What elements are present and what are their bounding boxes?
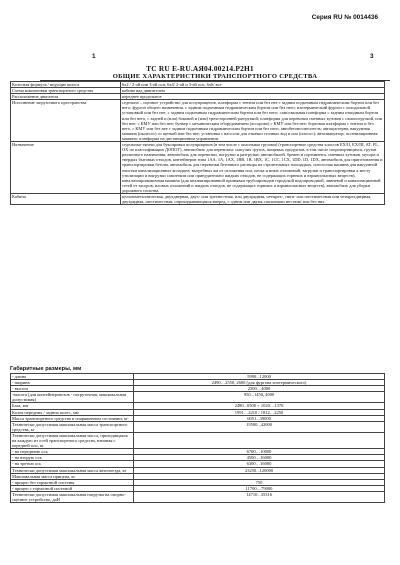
row-value: 6х2 / 2-ой или 3-ей оси, 6х4/ 2-ой и 3-ей оси, 6х6/ все — [121, 82, 385, 88]
row-value — [134, 432, 385, 448]
section-title: ОБЩИЕ ХАРАКТЕРИСТИКИ ТРАНСПОРТНОГО СРЕДСТВА — [40, 73, 390, 81]
row-value: цельнометаллическая, двухдверная, двух- или трехместная, или двухрядная, четырех-, пяти- или шестиместная или четырехдверная, двухрядная, шестиместная, опрокидывающаяся вперед, с одним или двумя спальными местами или без них — [121, 193, 385, 204]
row-value: 2480...6500 + 1020…1370 — [134, 403, 385, 409]
dimensions-heading: Габаритные размеры, мм — [10, 366, 82, 372]
row-value: кабина над двигателем — [121, 88, 385, 94]
row-value: 14710...35316 — [134, 491, 385, 502]
row-value: 11700…79000 — [134, 485, 385, 491]
dimension-row — [11, 421, 385, 432]
row-value: 2490…2550, 2600 (для фургона изотермического) — [134, 380, 385, 386]
document-id: ТС RU E-RU.АЯ04.00214.Р2Н1 — [146, 64, 254, 73]
row-value: седельно – сцепное устройство для полуприцепов, платформа с тентом или без нее с задним подъемным гидравлическим бортом или без него; фургон общего назначения, с задним подъемным гидравлическим бортом или без него; изотермический фургон с холодильной установкой или без нее, с задним подъемным гидравлическим бортом или без него; самосвальная платформа с задним откидным бортом или без него, с задней и (или) боковой и (или) трехсторонней разгрузкой; платформа для перевозки сменных кузовов с самопогрузкой, или без нее; с КМУ или без нее; бункер с механическим оборудованием (ассорово) с КМУ или без нее; бортовая платформа с тентом и без него, с КМУ или без нее с задним подъемным гидравлическим бортом или без него; автобетоносмеситель; автоцистерна; вакуумная машина (пылесос) со щеткой или без нее; установка с насосом для откачки сточных вод и ила (илосос); автоэвакуатор; ассенизационная машина; платформа на дистанционном управлении. — [121, 100, 385, 142]
general-characteristics-table — [10, 81, 385, 205]
row-value: 6700…10000 — [134, 449, 385, 455]
row-value: 5990...12000 — [134, 374, 385, 380]
row-label: Колесная формула / ведущие колеса — [11, 82, 121, 88]
row-value: 2500…4000 — [134, 386, 385, 392]
row-label: Исполнение загрузочного пространства — [11, 100, 121, 142]
row-label: Схема компоновки транспортного средства — [11, 88, 121, 94]
serial-number: Серия RU № 0014436 — [311, 14, 378, 21]
row-label: Технически допустимая максимальная масса автопоезда, кг — [11, 467, 134, 473]
row-label: - высота — [11, 386, 134, 392]
page-number-left: 1 — [92, 53, 96, 60]
row-label: База, мм — [11, 403, 134, 409]
row-label: Масса транспортного средства в снаряженном состоянии, кг — [11, 415, 134, 421]
row-label: Технически допустимая максимальная масса транспортного средства, кг — [11, 421, 134, 432]
characteristic-row — [11, 193, 385, 204]
row-value: 6051...39000 — [134, 415, 385, 421]
row-value: 750 — [134, 479, 385, 485]
dimensions-table — [10, 373, 385, 503]
row-label: - на вторую ось — [11, 455, 134, 461]
row-value: 950...1450, 4000 — [134, 392, 385, 403]
row-label: - прицеп с тормозной системой — [11, 485, 134, 491]
row-label: Технически допустимая максимальная масса, приходящаяся на каждую из осей транспортного средства, начиная с передней оси, кг — [11, 432, 134, 448]
row-value: седельные тягачи для буксировки полуприцепов (в том числе с опасными грузами) (транспортные средства классов EX/II, EX/III, AT, FL, OX по классификации ДОПОГ), автомобиль для перевозки: сыпучих грузов, пищевых продуктов, в том числе скоропортящихся, грузов различного назначения, автомобиль для перевозки, погрузки и разгрузки: автомобилей, бревен и сортимента, сменных кузовов, мусора и твердых бытовых отходов, контейнеров типа 1АА, 1А, 1АХ, 1ВВ, 1В, 1ВХ, 1С, 1СС, 1СХ, 1DD, 1D, 1DX, автомобиль для приготовления и транспортировки бетона, автомобиль для перевозки бетонного раствора на строительных площадках, илососная машина для вакуумной очистки канализационных колодцев, выгребных ям от отложения ила, песка и иных отложений, загрузки и транспортировки к месту утилизации и выгрузки самотеком или принудительно жидких отходов, не содержащих горючих и взрывоопасных веществ), канализопромывочная машина (для механизированной промывки трубопроводов городской водопроводной, ливневой и канализационной сетей от засоров, иловых отложений и жидких отходов, не содержащих горючих и взрывоопасных веществ), автомобиль для уборки дорожного полотна. — [121, 142, 385, 194]
row-label: Назначение — [11, 142, 121, 194]
row-value: 1991…2210 / 1812…2250 — [134, 409, 385, 415]
characteristic-row — [11, 100, 385, 142]
row-value: 6300…16000 — [134, 461, 385, 467]
row-value: 4500…16000 — [134, 455, 385, 461]
row-value: 19500...42000 — [134, 421, 385, 432]
dimension-row — [11, 392, 385, 403]
row-label: - на переднюю ось — [11, 449, 134, 455]
row-label: Кабина — [11, 193, 121, 204]
row-label: Максимальная масса прицепа, кг — [11, 473, 134, 479]
row-label: - ширина — [11, 380, 134, 386]
row-label: Технически допустимая максимальная нагрузка на опорно-сцепное устройство, даН — [11, 491, 134, 502]
row-label: -высота (для контейнеровозов - погрузочная, максимальная допустимая) — [11, 392, 134, 403]
dimension-row — [11, 432, 385, 448]
row-value: 23250...120000 — [134, 467, 385, 473]
row-label: Расположение двигателя — [11, 94, 121, 100]
dimension-row — [11, 491, 385, 502]
row-value: переднее продольное — [121, 94, 385, 100]
row-label: - прицеп без тормозной системы — [11, 479, 134, 485]
row-label: Колея передних / задних колес, мм — [11, 409, 134, 415]
characteristic-row — [11, 142, 385, 194]
row-label: - на третью ось — [11, 461, 134, 467]
row-label: - длина — [11, 374, 134, 380]
page-number-right: 3 — [370, 53, 374, 60]
